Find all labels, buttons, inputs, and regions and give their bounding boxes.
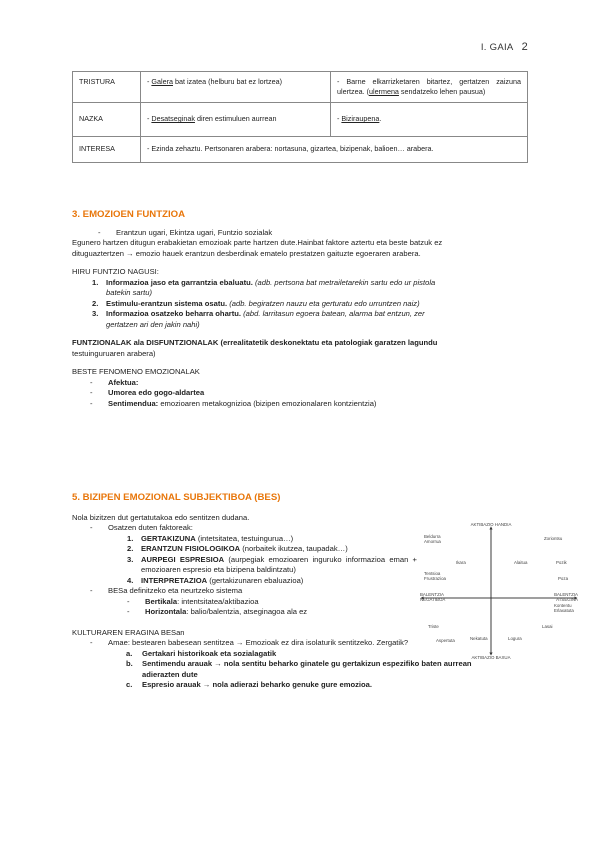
emotion-label: Kontentu bbox=[554, 603, 572, 608]
axis-label-top: AKTIBAZIO HANDIA bbox=[470, 522, 512, 527]
list-item: - Umorea edo gogo-aldartea bbox=[90, 388, 205, 398]
list-item: - Osatzen duten faktoreak: bbox=[90, 523, 193, 533]
subsection-title: BESTE FENOMENO EMOZIONALAK bbox=[72, 367, 200, 377]
list-item: - Amae: bestearen babesean sentitzea → Emozioak ez dira isolaturik sentitzeko. Zergatik? bbox=[90, 638, 409, 648]
page-header bbox=[481, 40, 528, 55]
emotion-label: Triste bbox=[428, 624, 439, 629]
circumplex-svg bbox=[418, 520, 580, 660]
list-item: a. Gertakari historikoak eta sozialagatik bbox=[126, 648, 277, 658]
axis-label-right-2: ATSEGINA bbox=[556, 597, 578, 602]
axis-label-left-1: BALENTZIA bbox=[420, 592, 444, 597]
emotion-label: Erlaxatuta bbox=[554, 608, 574, 613]
emotion-label: Ikara bbox=[456, 560, 466, 565]
table-cell: - Desatseginak diren estimuluen aurrean bbox=[141, 102, 331, 136]
emotion-label: Frustrazioa bbox=[424, 576, 446, 581]
valence-arousal-diagram bbox=[418, 520, 580, 660]
table-row bbox=[73, 102, 528, 136]
list-item: - Erantzun ugari, Ekintza ugari, Funtzio sozialak bbox=[98, 228, 273, 237]
subsection-title: KULTURAREN ERAGINA BESan bbox=[72, 627, 185, 637]
axis-label-left-2: NEGATIBOA bbox=[420, 597, 446, 602]
emotion-label: Alaitua bbox=[514, 560, 528, 565]
emotion-label: Logura bbox=[508, 636, 522, 641]
list-item: 1. GERTAKIZUNA (intetsitatea, testuingurua…) bbox=[127, 533, 294, 543]
section-3-heading: 3. EMOZIOEN FUNTZIOA bbox=[72, 209, 185, 220]
factors-list bbox=[72, 534, 417, 586]
phenomena-list bbox=[72, 378, 528, 409]
list-item: - BESa definitzeko eta neurtzeko sistema bbox=[90, 586, 243, 596]
emotion-label: Aspertuta bbox=[436, 638, 455, 643]
header-title: I. GAIA bbox=[480, 42, 514, 53]
list-item: 4. INTERPRETAZIOA (gertakizunaren ebaluazioa) bbox=[127, 575, 304, 585]
table-cell-label: INTERESA bbox=[73, 136, 141, 162]
list-item: - Afektua: bbox=[90, 377, 139, 387]
page-number: 2 bbox=[521, 41, 528, 53]
paragraph-line: dituguaztertzen → emozio hauek erantzun desberdinak ematelo prestatzen gaituzte egoeraren arabera. bbox=[72, 248, 421, 258]
section-5-heading: 5. BIZIPEN EMOZIONAL SUBJEKTIBOA (BES) bbox=[72, 492, 281, 503]
emotion-label: Lasai bbox=[542, 624, 553, 629]
list-item: - Horizontala: balio/balentzia, atseginagoa ala ez bbox=[127, 607, 308, 617]
emotion-label: Poza bbox=[558, 576, 569, 581]
table-row bbox=[73, 136, 528, 162]
list-item: 2. Estimulu-erantzun sistema osatu. (adb. begiratzen nauzu eta gerturatu edo urruntzen naiz) bbox=[92, 298, 420, 308]
emotion-label: Amorrua bbox=[424, 539, 441, 544]
subsection-title: HIRU FUNTZIO NAGUSI: bbox=[72, 267, 159, 277]
section-3-body bbox=[72, 228, 528, 409]
list-item: 3. AURPEGI ESPRESIOA (aurpegiak emozioaren inguruko informazioa eman + emozioaren espresio eta bizipena baldintzatu) bbox=[127, 554, 417, 575]
emotion-label: Nekatuta bbox=[470, 636, 488, 641]
emotion-label: Zoriontsu bbox=[544, 536, 563, 541]
paragraph: FUNTZIONALAK ala DISFUNTZIONALAK (errealitatetik deskonektatu eta patologiak garatzen lagundu testuinguruaren arabera) bbox=[72, 338, 438, 358]
emotions-table bbox=[72, 71, 528, 163]
list-item: - Sentimendua: emozioaren metakognizioa (bizipen emozionalaren kontzientzia) bbox=[90, 398, 377, 408]
list-item: 1. Informazioa jaso eta garrantzia ebaluatu. (adb. pertsona bat metrailetarekin sartu edo ur pistola batekin sartu) bbox=[92, 277, 436, 298]
list-item: 2. ERANTZUN FISIOLOGIKOA (norbaitek ikutzea, taupadak…) bbox=[127, 544, 348, 554]
list-item: - Bertikala: intentsitatea/aktibazioa bbox=[127, 596, 259, 606]
axis-label-right-1: BALENTZIA bbox=[554, 592, 578, 597]
table-row bbox=[73, 72, 528, 103]
emotion-label: Beldurra bbox=[424, 534, 441, 539]
table-cell-label: NAZKA bbox=[73, 102, 141, 136]
axis-label-bottom: AKTIBAZIO BAXUA bbox=[471, 655, 511, 660]
list-item: 3. Informazioa osatzeko beharra ohartu. (abd. larritasun egoera batean, alarma bat entzun, zer gertatzen ari den jakin nahi) bbox=[92, 309, 425, 329]
functions-list bbox=[72, 278, 528, 330]
emotion-label: Pozik bbox=[556, 560, 567, 565]
paragraph-line: Egunero hartzen ditugun erabakietan emozioak parte hartzen dute.Hainbat faktore aztertu eta beste batzuk ez bbox=[72, 238, 443, 248]
paragraph-line: Nola bizitzen dut gertatutakoa edo sentitzen dudana. bbox=[72, 513, 250, 522]
list-item: c. Espresio arauak → nola adierazi beharko genuke gure emozioa. bbox=[126, 680, 373, 690]
table-cell-label: TRISTURA bbox=[73, 72, 141, 103]
table-cell: - Biziraupena. bbox=[331, 102, 528, 136]
table-cell: - Ezinda zehaztu. Pertsonaren arabera: nortasuna, gizartea, bizipenak, balioen… arabera. bbox=[141, 136, 528, 162]
table-cell: - Barne elkarrizketaren bitartez, gertatzen zaizuna ulertzea. (ulermena sendatzeko lehen pausua) bbox=[331, 72, 528, 103]
emotion-label: Tentsioa bbox=[424, 571, 441, 576]
table-cell: - Galera bat izatea (helburu bat ez lortzea) bbox=[141, 72, 331, 103]
list-item: b. Sentimendu arauak → nola sentitu beharko ginatele gu gertakizun espezifiko baten aurrean adierazten dute bbox=[126, 659, 472, 679]
